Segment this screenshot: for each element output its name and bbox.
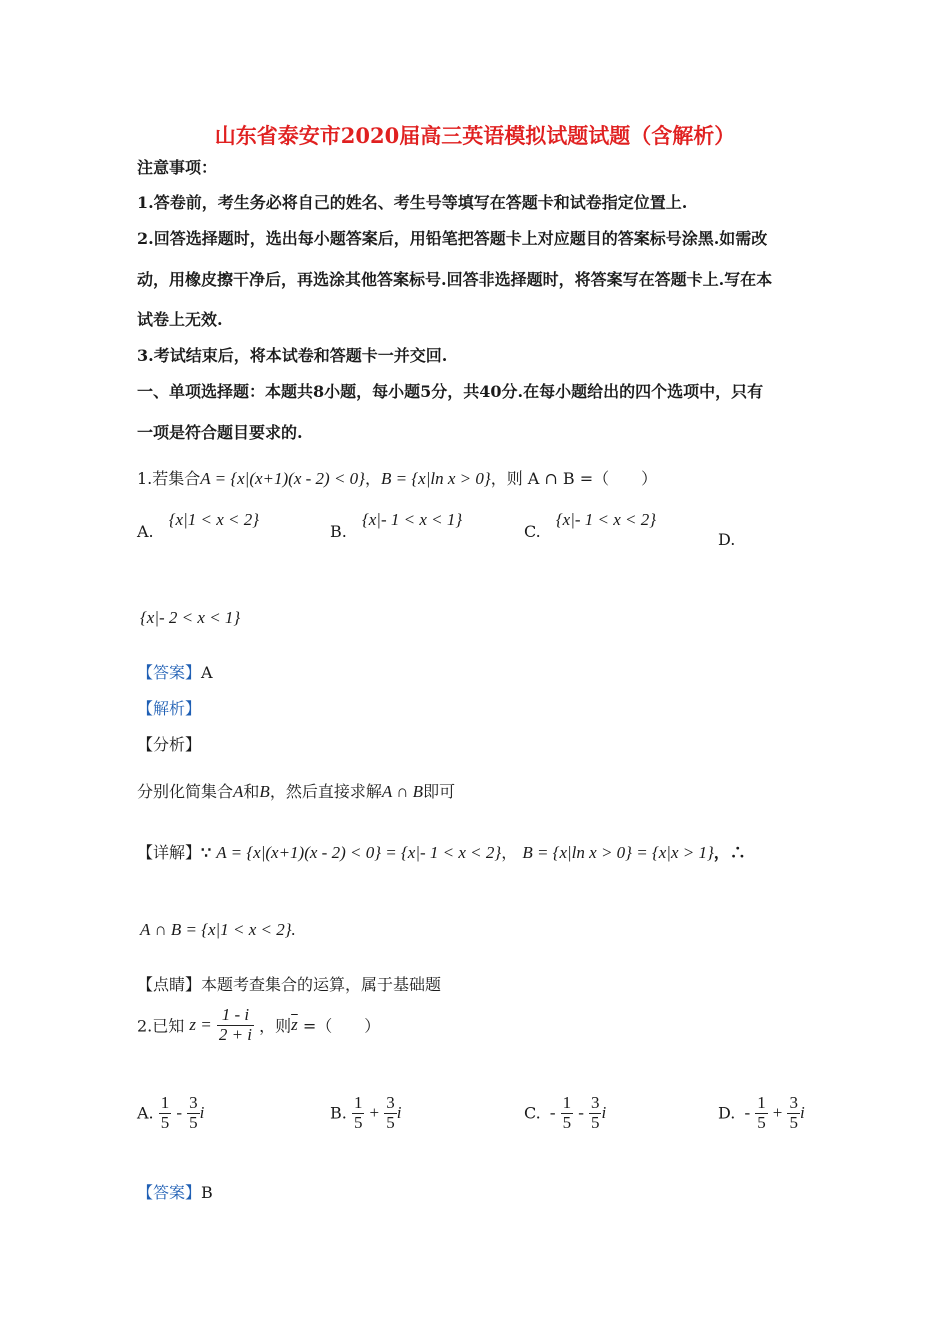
q1-set-a: A = {x|(x+1)(x - 2) < 0} [200, 469, 365, 488]
section-1-line-2: 一项是符合题目要求的. [137, 423, 303, 442]
q1-prefix: 1.若集合 [137, 469, 201, 488]
notice-item-2-line-2: 动，用橡皮擦干净后，再选涂其他答案标号.回答非选择题时，将答案写在答题卡上.写在本 [137, 270, 773, 289]
imaginary-unit: i [601, 1103, 607, 1123]
q1-ask: ，则 A ∩ B =（ ） [490, 469, 658, 488]
option-label: B. [330, 522, 347, 541]
denominator: 5 [590, 1112, 600, 1132]
operator: - [578, 1103, 584, 1123]
operator: + [772, 1103, 783, 1123]
fenxi-b: B [259, 782, 270, 801]
denominator: 5 [386, 1112, 395, 1132]
fraction-numerator: 1 - i [217, 1006, 254, 1026]
numerator: 3 [789, 1093, 798, 1112]
numerator: 3 [386, 1093, 395, 1112]
q1-option-d-value: {x|- 2 < x < 1} [140, 608, 241, 627]
because-symbol: ∵ [201, 843, 212, 862]
dianjing-text: 本题考查集合的运算，属于基础题 [201, 975, 442, 994]
detail-set-b: B = {x|ln x > 0} = {x|x > 1} [522, 843, 714, 862]
option-fraction-1 [561, 1094, 574, 1132]
leading-sign: - [549, 1103, 556, 1123]
fenxi-post: ，然后直接求解 [269, 782, 382, 801]
q2-ask-post: =（ ） [302, 1016, 381, 1036]
operator: + [369, 1103, 380, 1123]
numerator: 1 [160, 1093, 170, 1112]
q2-option-d[interactable] [718, 1094, 805, 1132]
numerator: 1 [757, 1093, 766, 1112]
denominator: 5 [189, 1112, 198, 1132]
q1-option-d[interactable] [718, 530, 735, 549]
notice-item-2-line-1: 2.回答选择题时，选出每小题答案后，用铅笔把答题卡上对应题目的答案标号涂黑.如需改 [137, 229, 768, 248]
q1-option-b[interactable] [330, 510, 463, 542]
detail-set-a: A = {x|(x+1)(x - 2) < 0} = {x|- 1 < x < 2} [216, 843, 502, 862]
answer-value: B [201, 1183, 213, 1202]
detail-sep: ， [501, 843, 518, 862]
imaginary-unit: i [396, 1103, 402, 1123]
q2-answer [137, 1180, 213, 1203]
q1-dianjing [137, 972, 441, 995]
doc-title: 山东省泰安市2020届高三英语模拟试题试题（含解析） [214, 123, 736, 148]
option-value: {x|- 1 < x < 2} [555, 510, 657, 529]
notice-item-3: 3.考试结束后，将本试卷和答题卡一并交回. [137, 346, 448, 365]
answer-value: A [201, 663, 213, 682]
q1-answer [137, 660, 213, 683]
fenxi-and: 和 [243, 782, 260, 801]
denominator: 5 [160, 1112, 170, 1132]
notice-item-2-line-3: 试卷上无效. [137, 310, 223, 329]
option-fraction-1 [159, 1094, 172, 1132]
q2-z-conjugate: $\overline{z}$ [291, 1015, 298, 1035]
answer-tag: 【答案】 [137, 663, 202, 682]
denominator: 5 [562, 1112, 572, 1132]
option-fraction-2 [384, 1094, 397, 1132]
denominator: 5 [757, 1112, 766, 1132]
fenxi-a: A [233, 782, 244, 801]
q1-fenxi-text [137, 779, 455, 802]
option-label: C. [524, 1103, 541, 1123]
q2-option-c[interactable] [524, 1094, 606, 1132]
option-label: D. [718, 1103, 736, 1123]
imaginary-unit: i [799, 1103, 805, 1123]
q1-analysis-tag: 【解析】 [137, 699, 202, 718]
q2-prefix: 2.已知 [137, 1016, 185, 1036]
option-fraction-2 [187, 1094, 200, 1132]
option-label: B. [330, 1103, 347, 1123]
option-label: D. [718, 530, 736, 549]
q1-option-c[interactable] [524, 510, 657, 542]
q1-fenxi-tag: 【分析】 [137, 735, 202, 754]
option-fraction-1 [755, 1094, 768, 1132]
numerator: 3 [590, 1093, 600, 1112]
option-fraction-2 [589, 1094, 602, 1132]
q1-stem [137, 466, 657, 489]
fraction-denominator: 2 + i [218, 1024, 253, 1044]
q2-option-a[interactable] [137, 1094, 204, 1132]
denominator: 5 [789, 1112, 798, 1132]
q1-sep: ， [365, 469, 382, 488]
dianjing-tag: 【点睛】 [137, 975, 202, 994]
numerator: 1 [353, 1093, 363, 1112]
q2-option-b[interactable] [330, 1094, 401, 1132]
fenxi-ab: A ∩ B [381, 782, 424, 801]
operator: - [176, 1103, 182, 1123]
numerator: 1 [562, 1093, 572, 1112]
leading-sign: - [744, 1103, 751, 1123]
option-label: C. [524, 522, 541, 541]
q1-detail [137, 840, 746, 863]
q1-option-a[interactable] [137, 510, 260, 542]
q2-stem [137, 1006, 380, 1044]
answer-tag: 【答案】 [137, 1183, 202, 1202]
q2-z-lhs: z = [189, 1015, 212, 1035]
option-value: {x|- 1 < x < 1} [361, 510, 463, 529]
option-fraction-2 [787, 1094, 800, 1132]
imaginary-unit: i [199, 1103, 205, 1123]
therefore-symbol: ，∴ [713, 843, 746, 862]
section-1-line-1: 一、单项选择题：本题共8小题，每小题5分，共40分.在每小题给出的四个选项中，只有 [137, 382, 764, 401]
q2-ask-pre: ，则 [259, 1016, 292, 1036]
option-label: A. [137, 1103, 154, 1123]
q1-detail-result: A ∩ B = {x|1 < x < 2}. [140, 920, 296, 939]
numerator: 3 [189, 1093, 198, 1112]
q1-set-b: B = {x|ln x > 0} [381, 469, 491, 488]
denominator: 5 [353, 1112, 363, 1132]
notice-heading: 注意事项： [137, 158, 218, 177]
notice-item-1: 1.答卷前，考生务必将自己的姓名、考生号等填写在答题卡和试卷指定位置上. [137, 193, 688, 212]
q2-z-fraction [217, 1006, 254, 1044]
option-value: {x|1 < x < 2} [168, 510, 260, 529]
option-label: A. [137, 522, 154, 541]
fenxi-end: 即可 [423, 782, 456, 801]
option-fraction-1 [352, 1094, 365, 1132]
fenxi-pre: 分别化简集合 [137, 782, 234, 801]
detail-tag: 【详解】 [137, 843, 202, 862]
